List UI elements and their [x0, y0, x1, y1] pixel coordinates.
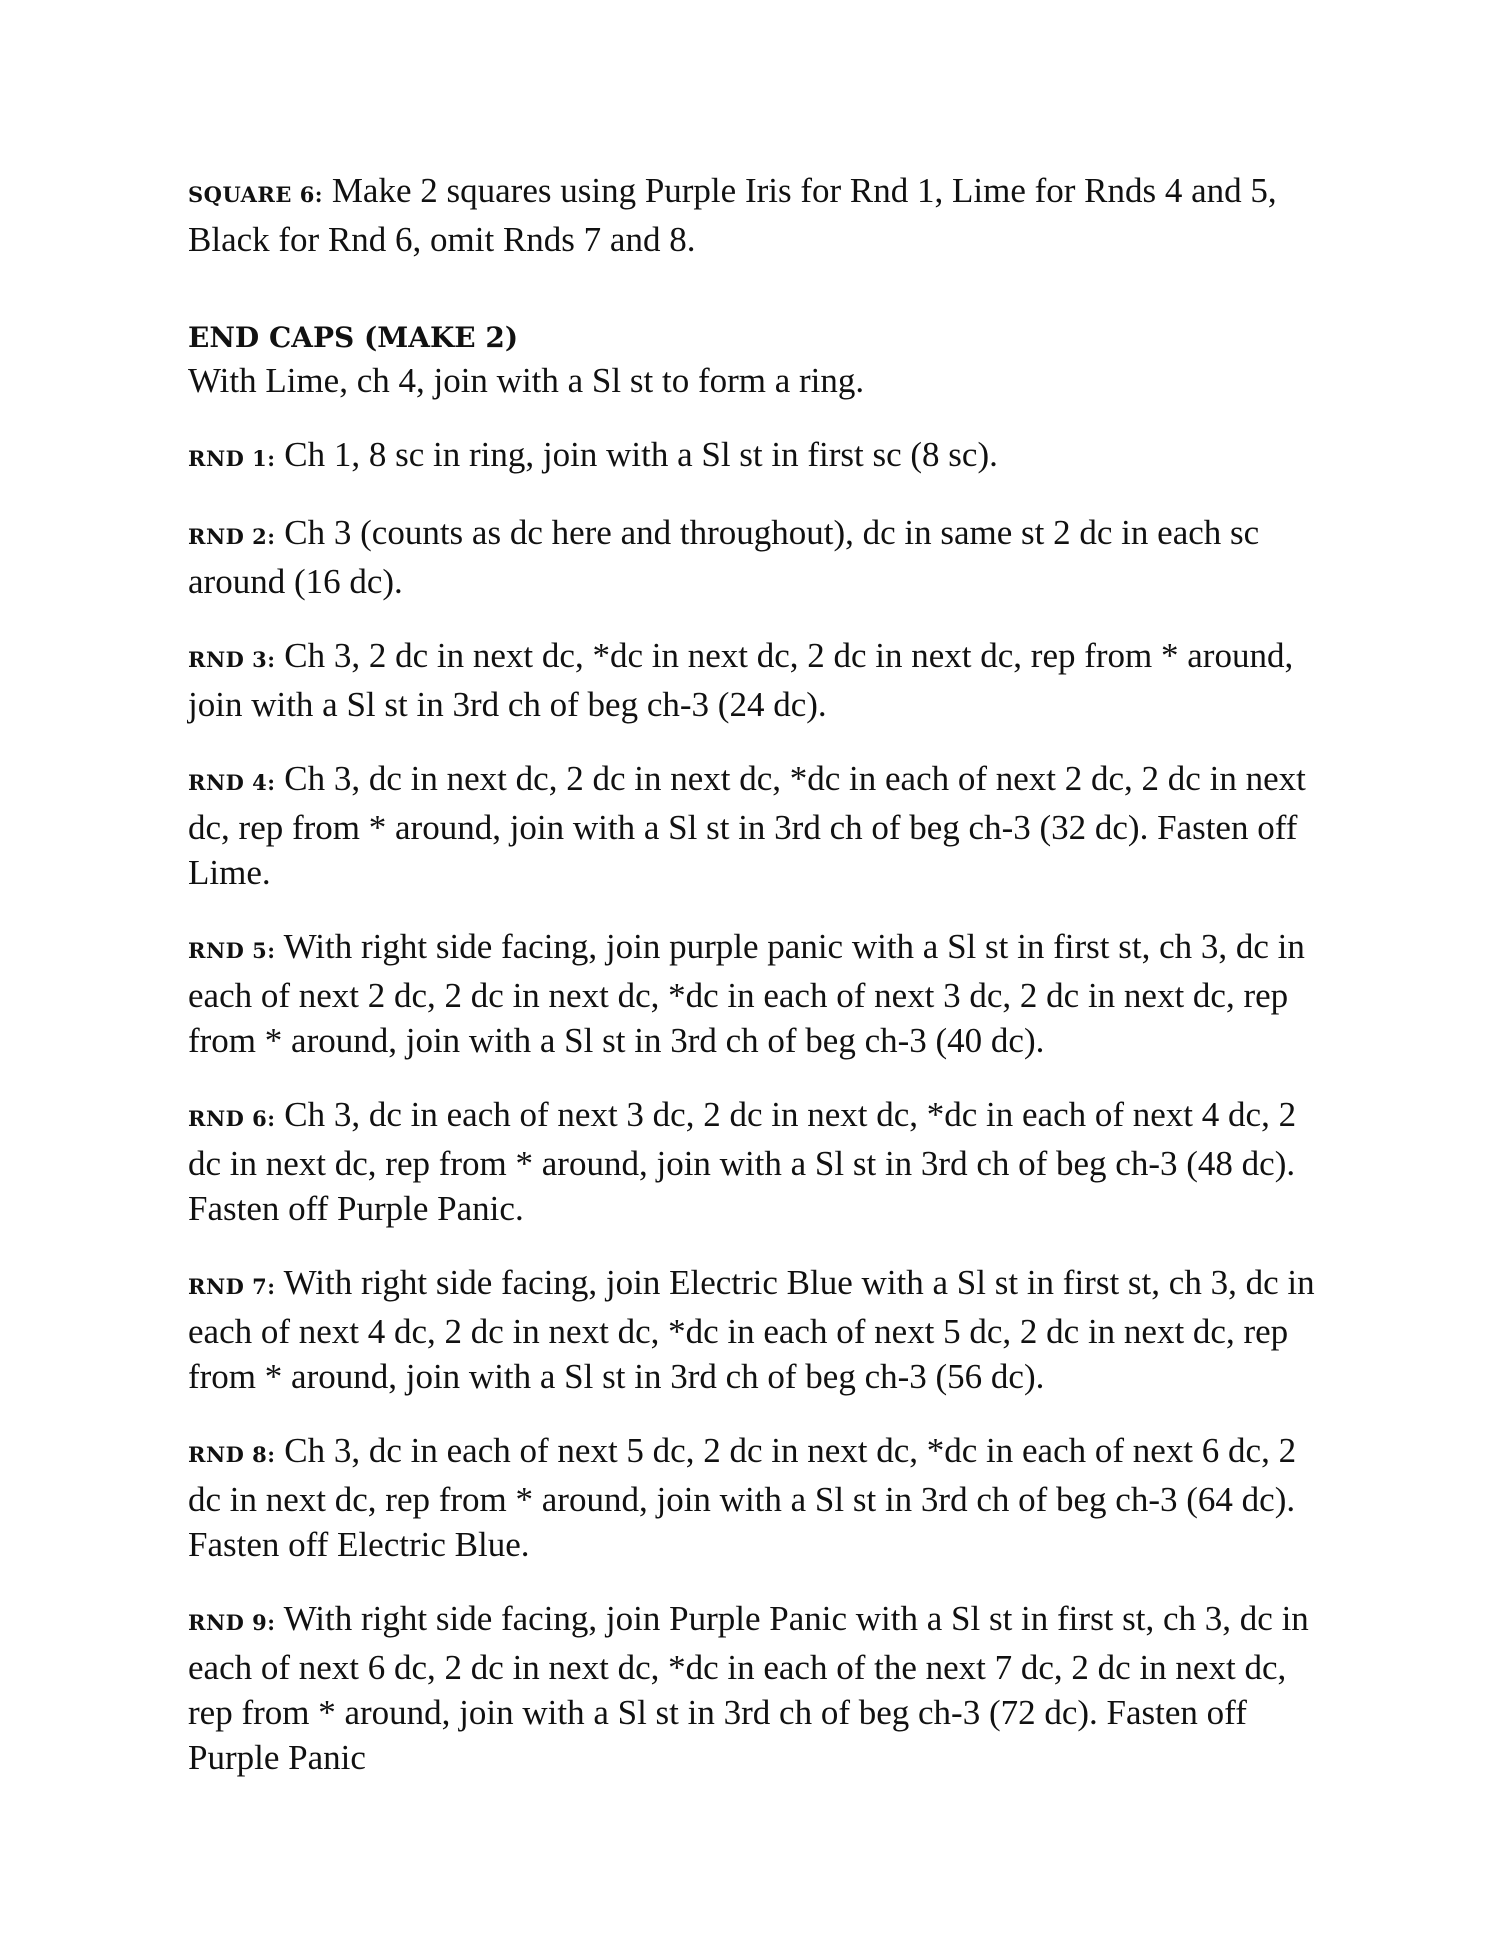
round-label: RND 9:: [188, 1610, 276, 1635]
round-label: RND 6:: [188, 1106, 276, 1131]
round-text: With right side facing, join purple panic with a Sl st in first st, ch 3, dc in each of next 2 dc, 2 dc in next dc, *dc in each of next 3 dc, 2 dc in next dc, rep from * around, join with a Sl st in 3rd ch of beg ch-3 (40 dc).: [188, 927, 1305, 1060]
round-text: Ch 3, dc in each of next 5 dc, 2 dc in next dc, *dc in each of next 6 dc, 2 dc in next dc, rep from * around, join with a Sl st in 3rd ch of beg ch-3 (64 dc). Fasten off Electric Blue.: [188, 1431, 1297, 1564]
round-2-paragraph: [188, 510, 1328, 604]
end-caps-heading: END CAPS (MAKE 2): [188, 321, 519, 354]
round-label: RND 7:: [188, 1274, 276, 1299]
end-caps-intro: With Lime, ch 4, join with a Sl st to form a ring.: [188, 361, 865, 400]
square-6-label: SQUARE 6:: [188, 182, 324, 207]
round-label: RND 3:: [188, 647, 276, 672]
round-text: With right side facing, join Electric Blue with a Sl st in first st, ch 3, dc in each of next 4 dc, 2 dc in next dc, *dc in each of next 5 dc, 2 dc in next dc, rep from * around, join with a Sl st in 3rd ch of beg ch-3 (56 dc).: [188, 1263, 1315, 1396]
round-text: Ch 3, dc in next dc, 2 dc in next dc, *dc in each of next 2 dc, 2 dc in next dc, rep from * around, join with a Sl st in 3rd ch of beg ch-3 (32 dc). Fasten off Lime.: [188, 759, 1306, 892]
round-8-paragraph: [188, 1428, 1328, 1567]
round-1-paragraph: [188, 432, 1328, 481]
round-6-paragraph: [188, 1092, 1328, 1231]
square-6-paragraph: [188, 168, 1328, 262]
round-label: RND 8:: [188, 1442, 276, 1467]
round-text: Ch 1, 8 sc in ring, join with a Sl st in first sc (8 sc).: [275, 435, 998, 474]
document-page: [188, 168, 1328, 1809]
round-label: RND 1:: [188, 446, 276, 471]
round-text: Ch 3, 2 dc in next dc, *dc in next dc, 2 dc in next dc, rep from * around, join with a Sl st in 3rd ch of beg ch-3 (24 dc).: [188, 636, 1294, 724]
round-label: RND 2:: [188, 524, 276, 549]
square-6-text: Make 2 squares using Purple Iris for Rnd 1, Lime for Rnds 4 and 5, Black for Rnd 6, omit Rnds 7 and 8.: [188, 171, 1277, 259]
round-5-paragraph: [188, 924, 1328, 1063]
round-7-paragraph: [188, 1260, 1328, 1399]
round-text: Ch 3 (counts as dc here and throughout), dc in same st 2 dc in each sc around (16 dc).: [188, 513, 1260, 601]
round-3-paragraph: [188, 633, 1328, 727]
round-label: RND 5:: [188, 938, 276, 963]
round-9-paragraph: [188, 1596, 1328, 1780]
round-text: With right side facing, join Purple Panic with a Sl st in first st, ch 3, dc in each of next 6 dc, 2 dc in next dc, *dc in each of the next 7 dc, 2 dc in next dc, rep from * around, join with a Sl st in 3rd ch of beg ch-3 (72 dc). Fasten off Purple Panic: [188, 1599, 1309, 1777]
round-label: RND 4:: [188, 770, 276, 795]
round-text: Ch 3, dc in each of next 3 dc, 2 dc in next dc, *dc in each of next 4 dc, 2 dc in next dc, rep from * around, join with a Sl st in 3rd ch of beg ch-3 (48 dc). Fasten off Purple Panic.: [188, 1095, 1297, 1228]
round-4-paragraph: [188, 756, 1328, 895]
